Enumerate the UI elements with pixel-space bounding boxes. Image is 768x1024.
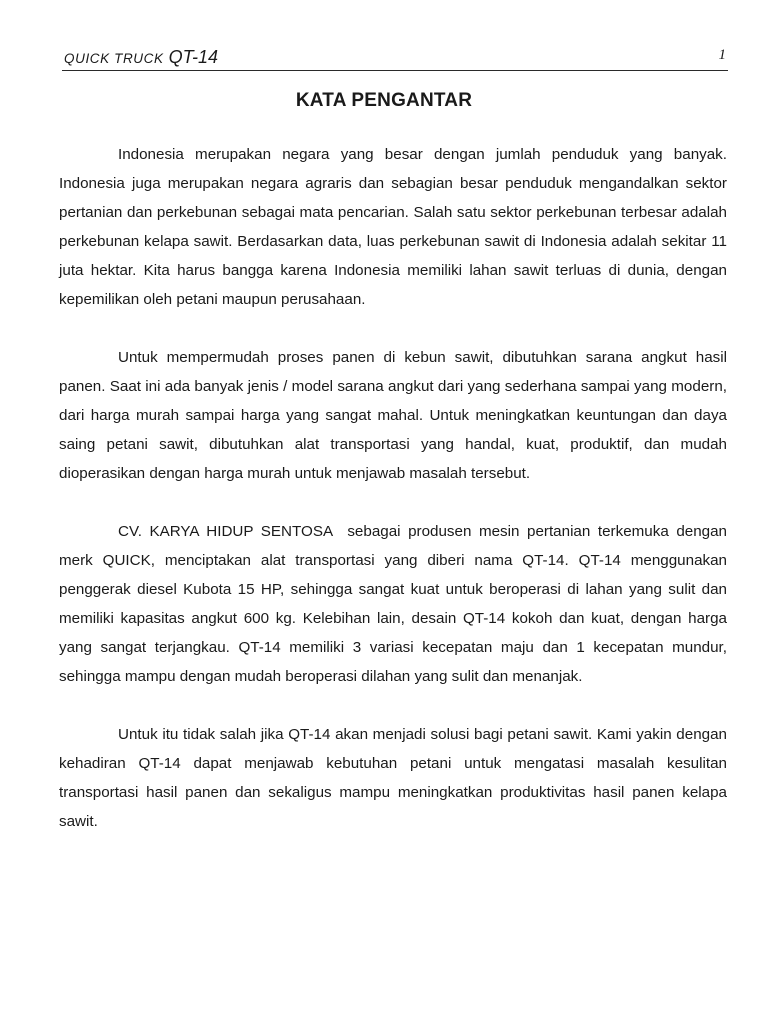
header-model: QT-14	[168, 47, 218, 67]
paragraph-4: Untuk itu tidak salah jika QT-14 akan menjadi solusi bagi petani sawit. Kami yakin dengan kehadiran QT-14 dapat menjawab kebutuhan petani untuk mengatasi masalah kesulitan transportasi hasil panen dan sekaligus mampu meningkatkan produktivitas hasil panen kelapa sawit.	[59, 726, 727, 830]
running-header	[62, 46, 728, 71]
header-product	[64, 47, 218, 68]
page-title: KATA PENGANTAR	[295, 90, 473, 111]
paragraph-1: Indonesia merupakan negara yang besar dengan jumlah penduduk yang banyak. Indonesia juga merupakan negara agraris dan sebagian besar penduduk mengandalkan sektor pertanian dan perkebunan sebagai mata pencarian. Salah satu sektor perkebunan terbesar adalah perkebunan kelapa sawit. Berdasarkan data, luas perkebunan sawit di Indonesia adalah sekitar 11 juta hektar. Kita harus bangga karena Indonesia memiliki lahan sawit terluas di dunia, dengan kepemilikan oleh petani maupun perusahaan.	[59, 146, 727, 308]
body-text	[59, 140, 732, 865]
paragraph-3: CV. KARYA HIDUP SENTOSA sebagai produsen mesin pertanian terkemuka dengan merk QUICK, menciptakan alat transportasi yang diberi nama QT-14. QT-14 menggunakan penggerak diesel Kubota 15 HP, sehingga sangat kuat untuk beroperasi di lahan yang sulit dan memiliki kapasitas angkut 600 kg. Kelebihan lain, desain QT-14 kokoh dan kuat, dengan harga yang sangat terjangkau. QT-14 memiliki 3 variasi kecepatan maju dan 1 kecepatan mundur, sehingga mampu dengan mudah beroperasi dilahan yang sulit dan menanjak.	[59, 523, 732, 685]
page-number: 1	[718, 47, 726, 63]
header-brand: QUICK TRUCK	[64, 51, 164, 66]
paragraph-2: Untuk mempermudah proses panen di kebun sawit, dibutuhkan sarana angkut hasil panen. Saat ini ada banyak jenis / model sarana angkut dari yang sederhana sampai yang modern, dari harga murah sampai harga yang sangat mahal. Untuk meningkatkan keuntungan dan daya saing petani sawit, dibutuhkan alat transportasi yang handal, kuat, produktif, dan mudah dioperasikan dengan harga murah untuk menjawab masalah tersebut.	[59, 349, 727, 482]
